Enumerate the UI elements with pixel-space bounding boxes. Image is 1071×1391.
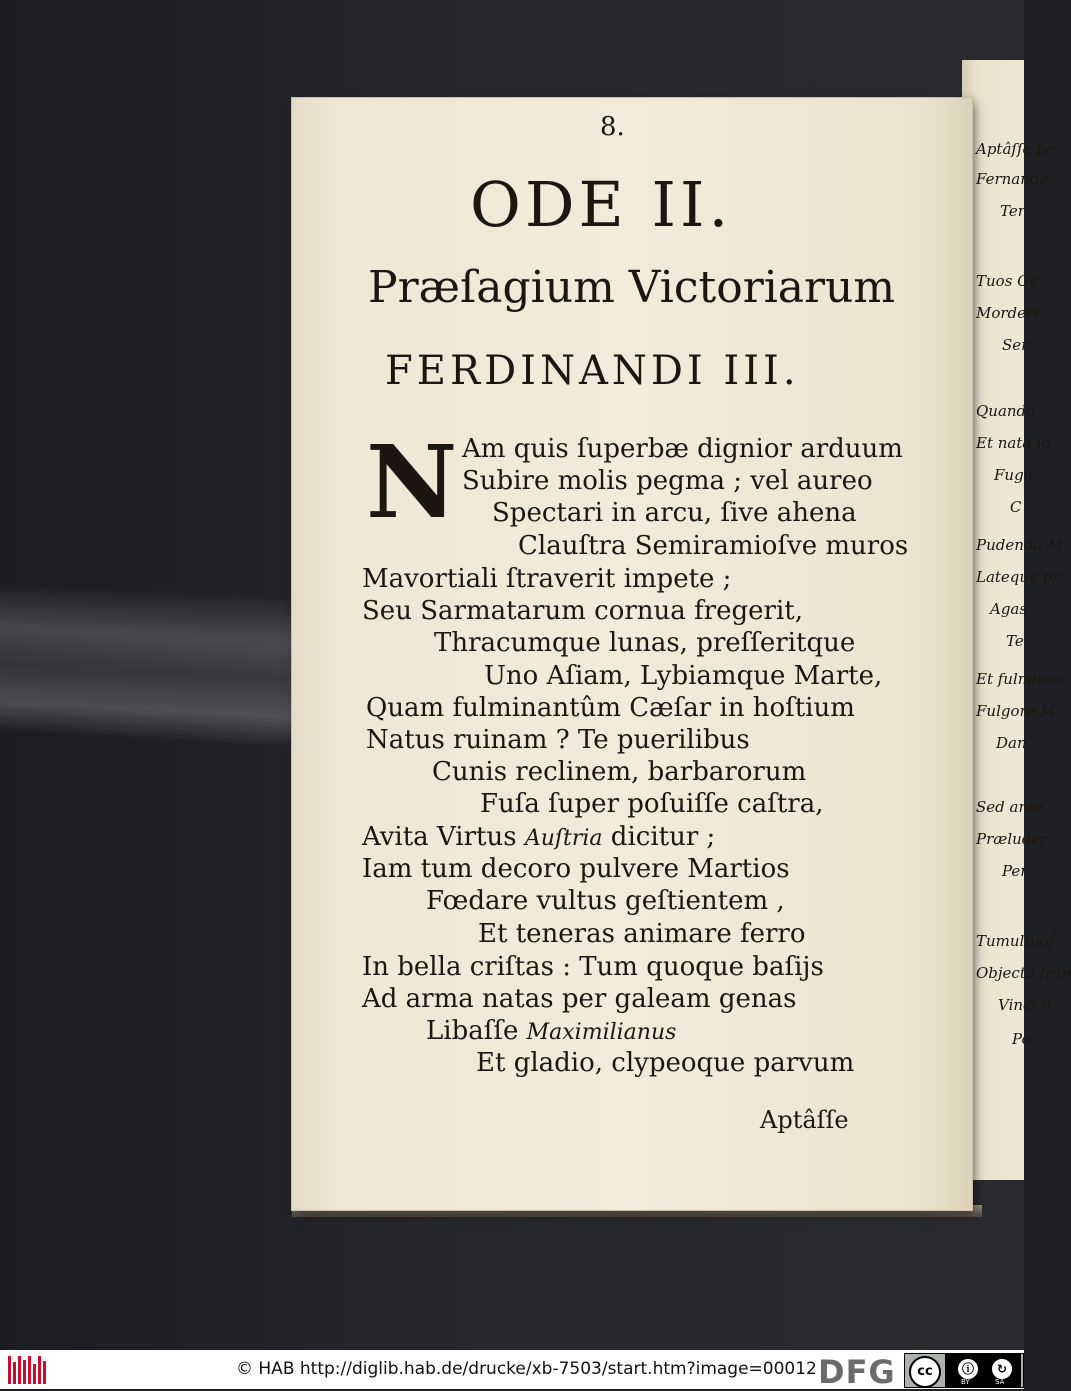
verse-text: dicitur ; [610,822,716,852]
license-terms [945,1354,1021,1387]
verse-line: Uno Aſiam, Lybiamque Marte, [484,661,883,691]
facing-line: Pudenda M [976,536,1063,554]
verse-line: Et teneras animare ferro [478,919,806,949]
verse-line: Iam tum decoro pulvere Martios [362,854,790,884]
verse-line: Fœdare vultus geſtientem , [426,886,785,916]
verse-line: Fuſa ſuper poſuiſſe caſtra, [480,789,824,819]
verse-line: Thracumque lunas, preſſeritque [434,628,856,658]
strap-clip [296,650,332,749]
facing-line: Lateque pr [976,568,1060,586]
facing-line: Po [1012,1030,1031,1048]
verse-italic: Auſtria [524,826,603,851]
share-alike-icon: ↻ [991,1358,1013,1380]
facing-line: C [1010,498,1022,516]
drop-cap: N [366,423,458,541]
page-subtitle: Præſagium Victoriarum [368,262,896,313]
facing-line: Et fulminas [976,670,1064,688]
facing-line: Per [1002,862,1028,880]
verse-line: Mavortiali ſtraverit impete ; [362,564,732,594]
facing-line: Fernande [976,170,1049,188]
attribution-icon: ⓘ [957,1358,979,1380]
facing-line: Præluder [976,830,1048,848]
verse-line: Clauſtra Semiramioſve muros [518,531,909,561]
cc-icon: cc [909,1356,941,1388]
verse-line: Am quis ſuperbæ dignior arduum [462,434,903,464]
facing-line: Tumultuoſ [976,932,1055,950]
plastic-strap [0,582,310,748]
facing-line: Fulgore M [976,702,1056,720]
verse-line: Subire molis pegma ; vel aureo [462,466,873,496]
facing-line: Dan [996,734,1027,752]
verse-line: Ad arma natas per galeam genas [362,984,797,1014]
facing-line: Ser [1002,336,1029,354]
verse-line: Spectari in arcu, ſive ahena [492,498,857,528]
cc-license-badge[interactable] [904,1353,1024,1388]
facing-line: Vinci n [998,996,1051,1014]
facing-line: Sed ante [976,798,1044,816]
page-subtitle-name: FERDINANDI III. [385,348,800,394]
hab-logo[interactable] [8,1356,48,1384]
verse-line: Natus ruinam ? Te puerilibus [366,725,750,755]
verse-line: Et gladio, clypeoque parvum [476,1048,855,1078]
facing-line: Ter [1000,202,1025,220]
viewer-footer [0,1350,1024,1389]
page-number: 8. [600,112,625,142]
verse-text: Avita Virtus [362,822,517,852]
dfg-logo[interactable]: DFG [818,1353,896,1391]
facing-line: Et nata ſa [976,434,1051,452]
facing-line: Tuos Ge [976,272,1039,290]
facing-line: Quando [976,402,1036,420]
by-label: BY [961,1378,970,1386]
verse-line-austria [362,824,715,852]
verse-italic: Maximilianus [526,1020,677,1045]
facing-line: Objecta fran [976,964,1071,982]
verse-line-maximilianus [426,1018,676,1046]
sa-label: SA [995,1378,1005,1386]
verse-text: Libaſſe [426,1016,519,1046]
facing-line: Agas [990,600,1028,618]
page-title: ODE II. [470,168,733,241]
facing-line: Mordere [976,304,1043,322]
verse-line: Cunis reclinem, barbarorum [432,757,807,787]
facing-line: Te [1006,632,1024,650]
verse-line: Quam fulminantûm Cæſar in hoſtium [366,693,855,723]
facing-line: Aptâſſe pe [976,140,1055,158]
verse-line: In bella criſtas : Tum quoque baſijs [362,952,824,982]
copyright-link[interactable]: © HAB http://diglib.hab.de/drucke/xb-7503/start.htm?image=00012 [236,1359,817,1379]
catchword: Aptâſſe [760,1106,849,1134]
facing-line: Fugit [994,466,1035,484]
verse-line: Seu Sarmatarum cornua fregerit, [362,596,803,626]
